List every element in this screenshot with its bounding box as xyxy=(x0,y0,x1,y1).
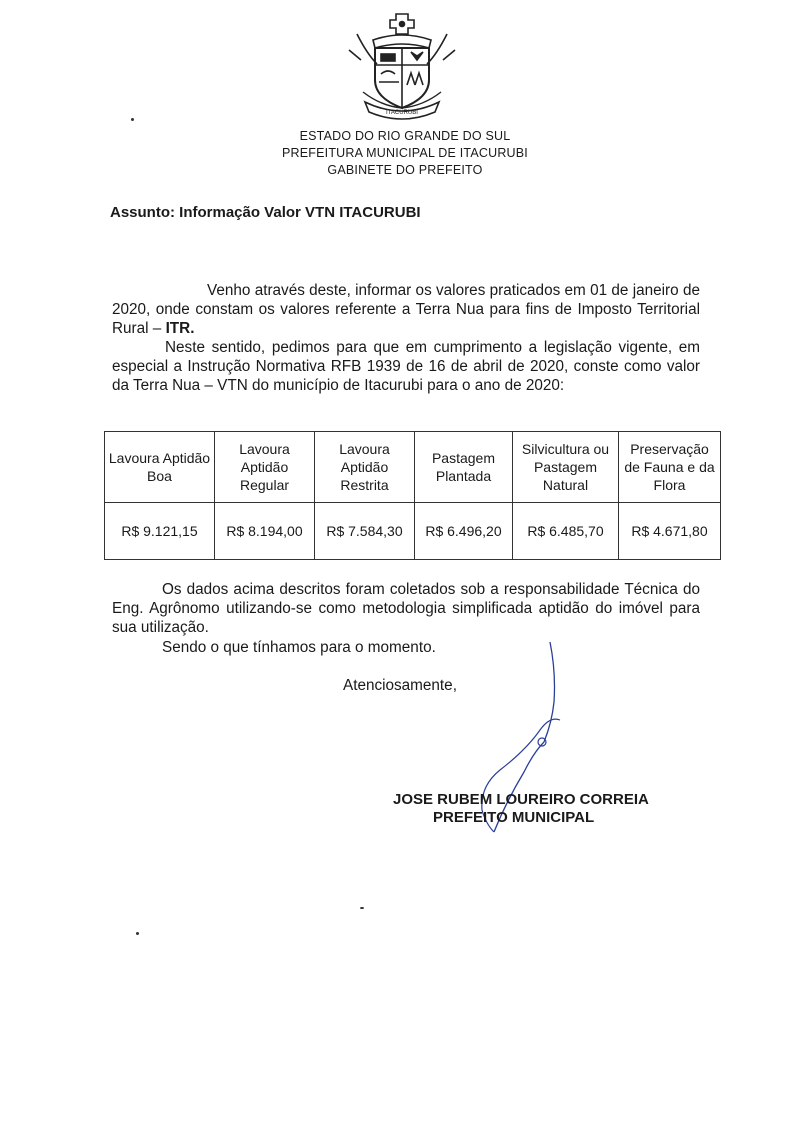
table-value-cell: R$ 9.121,15 xyxy=(105,503,215,560)
scan-speck xyxy=(131,118,134,121)
vtn-values-table xyxy=(104,431,721,560)
letterhead-state: ESTADO DO RIO GRANDE DO SUL xyxy=(299,129,511,143)
table-header-cell: Silvicultura ou Pastagem Natural xyxy=(513,432,619,503)
table-header-row xyxy=(105,432,721,503)
table-row xyxy=(105,503,721,560)
itr-bold: ITR. xyxy=(165,320,195,337)
svg-text:ITACURUBI: ITACURUBI xyxy=(386,110,418,116)
table-header-cell: Preservação de Fauna e da Flora xyxy=(619,432,721,503)
paragraph-intro-text: Venho através deste, informar os valores praticados em 01 de janeiro de 2020, onde constam os valores referente a Terra Nua para fins de Imposto Territorial Rural – xyxy=(112,282,700,337)
paragraph-methodology: Os dados acima descritos foram coletados sob a responsabilidade Técnica do Eng. Agrônomo utilizando-se como metodologia simplificada aptidão do imóvel para sua utilização. xyxy=(112,581,700,636)
table-value-cell: R$ 4.671,80 xyxy=(619,503,721,560)
scan-speck xyxy=(360,907,364,909)
table-value-cell: R$ 6.496,20 xyxy=(415,503,513,560)
table-value-cell: R$ 7.584,30 xyxy=(315,503,415,560)
paragraph-intro xyxy=(112,281,700,338)
table-header-cell: Lavoura Aptidão Boa xyxy=(105,432,215,503)
closing-salutation: Atenciosamente, xyxy=(343,677,457,694)
municipal-coat-of-arms xyxy=(343,10,461,122)
signatory-title: PREFEITO MUNICIPAL xyxy=(433,809,595,826)
paragraph-closing-remark: Sendo o que tínhamos para o momento. xyxy=(162,639,436,656)
scan-speck xyxy=(136,932,139,935)
subject-line: Assunto: Informação Valor VTN ITACURUBI xyxy=(110,204,421,221)
signatory-name: JOSE RUBEM LOUREIRO CORREIA xyxy=(393,791,649,808)
paragraph-request: Neste sentido, pedimos para que em cumprimento a legislação vigente, em especial a Instrução Normativa RFB 1939 de 16 de abril de 2020, conste como valor da Terra Nua – VTN do município de Itacurubi para o ano de 2020: xyxy=(112,339,700,394)
table-header-cell: Lavoura Aptidão Regular xyxy=(215,432,315,503)
letterhead xyxy=(200,128,610,179)
table-header-cell: Pastagem Plantada xyxy=(415,432,513,503)
table-value-cell: R$ 8.194,00 xyxy=(215,503,315,560)
table-header-cell: Lavoura Aptidão Restrita xyxy=(315,432,415,503)
table-value-cell: R$ 6.485,70 xyxy=(513,503,619,560)
letterhead-prefecture: PREFEITURA MUNICIPAL DE ITACURUBI xyxy=(282,146,528,160)
letterhead-office: GABINETE DO PREFEITO xyxy=(327,163,483,177)
